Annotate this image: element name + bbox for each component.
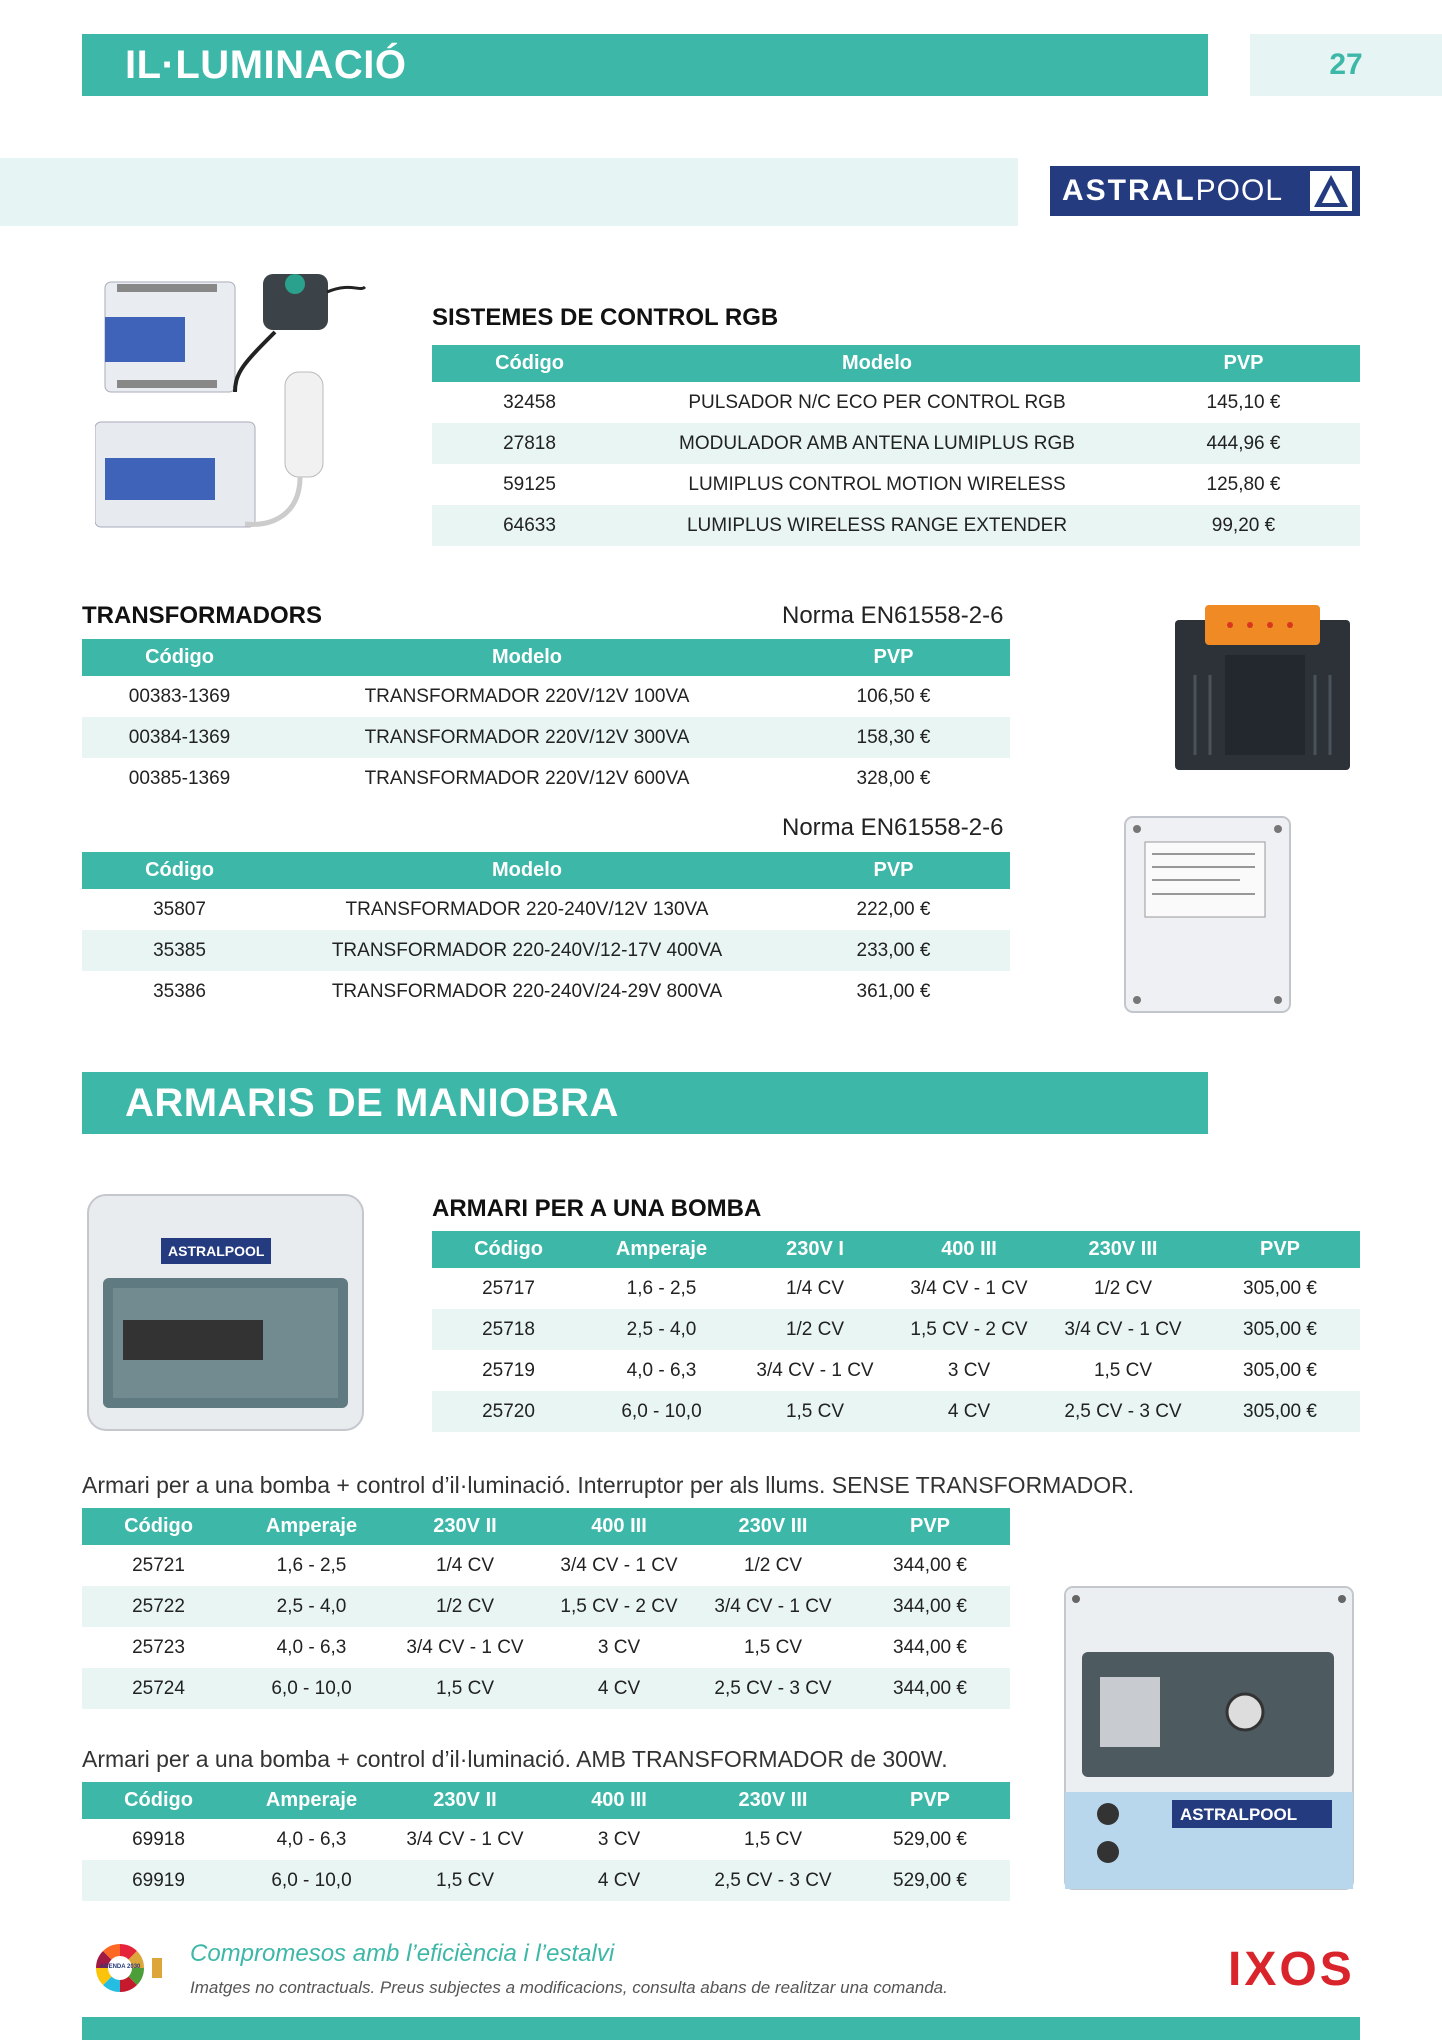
table-row — [432, 1309, 1360, 1350]
cell-amperaje: 4,0 - 6,3 — [276, 1636, 347, 1658]
cell-230v-iii: 2,5 CV - 3 CV — [696, 1668, 850, 1709]
cell-amperaje: 2,5 - 4,0 — [585, 1309, 738, 1350]
control-panel-image-2 — [1060, 1582, 1358, 1894]
cell-230v-iii: 2,5 CV - 3 CV — [696, 1860, 850, 1901]
cell-amperaje: 1,6 - 2,5 — [276, 1554, 347, 1576]
section-title: ARMARIS DE MANIOBRA — [125, 1080, 619, 1125]
table-row — [82, 717, 1010, 758]
cell-model: TRANSFORMADOR 220V/12V 300VA — [277, 717, 777, 758]
cell-price: 106,50 € — [856, 685, 931, 707]
table-row — [82, 1586, 1010, 1627]
norma-label: Norma EN61558-2-6 — [782, 814, 1004, 841]
armari-amb-table — [82, 1782, 1010, 1901]
cell-price: 344,00 € — [850, 1668, 1010, 1709]
svg-text:ASTRALPOOL: ASTRALPOOL — [168, 1243, 265, 1259]
table-header-row — [432, 345, 1360, 382]
column-header: Código — [82, 1508, 235, 1545]
control-panel-image-1 — [83, 1190, 368, 1435]
cell-code: 35386 — [153, 980, 206, 1002]
column-header: Amperaje — [235, 1782, 388, 1819]
brand-part1: ASTRAL — [1062, 174, 1196, 207]
rgb-control-products-image — [95, 262, 370, 552]
cell-400-iii: 4 CV — [542, 1668, 696, 1709]
astralpool-logo-icon — [1050, 166, 1360, 216]
column-header: 230V III — [696, 1782, 850, 1819]
section-header-illuminacio — [82, 34, 1208, 96]
armari-bomba-table — [432, 1231, 1360, 1432]
column-header: 230V II — [388, 1508, 542, 1545]
armari-sense-table — [82, 1508, 1010, 1709]
column-header: PVP — [850, 1782, 1010, 1819]
cell-price: 444,96 € — [1127, 423, 1360, 464]
column-header: 230V III — [1046, 1231, 1200, 1268]
cell-price: 361,00 € — [856, 980, 931, 1002]
table-row — [82, 1860, 1010, 1901]
table-header-row — [82, 639, 1010, 676]
cell-code: 32458 — [503, 391, 556, 413]
cell-price: 344,00 € — [893, 1554, 967, 1576]
transformadors-table-1 — [82, 639, 1010, 799]
section-title: IL·LUMINACIÓ — [125, 42, 407, 87]
cell-price: 233,00 € — [777, 930, 1010, 971]
table-header-row — [82, 1782, 1010, 1819]
cell-model: TRANSFORMADOR 220V/12V 100VA — [364, 685, 690, 707]
column-header: Código — [432, 345, 627, 382]
agenda-label: AGENDA 2030 — [99, 1964, 141, 1970]
cell-model: TRANSFORMADOR 220-240V/12-17V 400VA — [277, 930, 777, 971]
cell-230v-iii: 1,5 CV — [1093, 1359, 1153, 1381]
cell-400-iii: 1,5 CV - 2 CV — [892, 1309, 1046, 1350]
cell-code: 25717 — [482, 1277, 535, 1299]
transformer-image-2 — [1120, 812, 1295, 1017]
table-row — [432, 505, 1360, 546]
column-header: PVP — [850, 1508, 1010, 1545]
cell-code: 69918 — [132, 1828, 185, 1850]
cell-price: 529,00 € — [850, 1860, 1010, 1901]
footer-bar — [82, 2017, 1360, 2040]
column-header: Modelo — [627, 345, 1127, 382]
table-row — [82, 971, 1010, 1012]
cell-amperaje: 2,5 - 4,0 — [235, 1586, 388, 1627]
column-header: Código — [82, 639, 277, 676]
agenda2030-wheel-icon — [80, 1940, 164, 1996]
cell-400-iii: 3 CV — [947, 1359, 991, 1381]
cell-model: TRANSFORMADOR 220-240V/24-29V 800VA — [331, 980, 723, 1002]
cell-230v-i: 1,5 CV — [738, 1391, 892, 1432]
cell-model: TRANSFORMADOR 220-240V/12V 130VA — [345, 898, 709, 920]
column-header: 400 III — [892, 1231, 1046, 1268]
cell-230v-i: 1/2 CV — [738, 1309, 892, 1350]
cell-price: 145,10 € — [1206, 391, 1281, 413]
table-header-row — [82, 852, 1010, 889]
cell-code: 69919 — [82, 1860, 235, 1901]
cell-model: LUMIPLUS CONTROL MOTION WIRELESS — [688, 473, 1066, 495]
cell-price: 99,20 € — [1127, 505, 1360, 546]
column-header: Amperaje — [235, 1508, 388, 1545]
cell-400-iii: 3/4 CV - 1 CV — [910, 1277, 1028, 1299]
page-number — [1250, 34, 1442, 96]
cell-amperaje: 4,0 - 6,3 — [276, 1828, 347, 1850]
cell-code: 35385 — [82, 930, 277, 971]
table-row — [432, 1391, 1360, 1432]
cell-230v-ii: 3/4 CV - 1 CV — [406, 1828, 524, 1850]
cell-230v-iii: 1/2 CV — [1093, 1277, 1153, 1299]
armari-amb-note: Armari per a una bomba + control d’il·luminació. AMB TRANSFORMADOR de 300W. — [82, 1746, 948, 1772]
cell-code: 00385-1369 — [128, 767, 231, 789]
column-header: Modelo — [277, 852, 777, 889]
transformadors-title: TRANSFORMADORS — [82, 602, 322, 629]
column-header: PVP — [777, 639, 1010, 676]
cell-amperaje: 1,6 - 2,5 — [626, 1277, 697, 1299]
cell-230v-iii: 3/4 CV - 1 CV — [696, 1586, 850, 1627]
footer-disclaimer: Imatges no contractuals. Preus subjectes a modificacions, consulta abans de realitzar una comanda. — [190, 1978, 948, 1997]
rgb-title: SISTEMES DE CONTROL RGB — [432, 304, 779, 331]
cell-price: 222,00 € — [856, 898, 931, 920]
cell-price: 305,00 € — [1200, 1309, 1360, 1350]
brand-part2: POOL — [1195, 174, 1284, 207]
cell-price: 305,00 € — [1243, 1359, 1317, 1381]
table-row — [432, 1350, 1360, 1391]
cell-400-iii: 3 CV — [597, 1828, 641, 1850]
cell-code: 25722 — [82, 1586, 235, 1627]
cell-model: LUMIPLUS WIRELESS RANGE EXTENDER — [627, 505, 1127, 546]
table-row — [82, 1668, 1010, 1709]
armari-sense-note: Armari per a una bomba + control d’il·luminació. Interruptor per als llums. SENSE TRANSFORMADOR. — [82, 1472, 1135, 1498]
table-row — [432, 1268, 1360, 1309]
cell-code: 64633 — [432, 505, 627, 546]
cell-price: 305,00 € — [1243, 1277, 1317, 1299]
table-row — [432, 464, 1360, 505]
norma-label: Norma EN61558-2-6 — [782, 602, 1004, 629]
armari-bomba-title: ARMARI PER A UNA BOMBA — [432, 1195, 762, 1222]
table-row — [432, 382, 1360, 423]
footer-slogan: Compromesos amb l’eficiència i l’estalvi — [190, 1940, 615, 1967]
cell-400-iii: 3 CV — [597, 1636, 641, 1658]
cell-model: PULSADOR N/C ECO PER CONTROL RGB — [688, 391, 1066, 413]
column-header: 230V I — [738, 1231, 892, 1268]
column-header: 400 III — [542, 1782, 696, 1819]
table-row — [82, 676, 1010, 717]
cell-price: 344,00 € — [893, 1636, 967, 1658]
cell-amperaje: 6,0 - 10,0 — [235, 1860, 388, 1901]
cell-230v-iii: 2,5 CV - 3 CV — [1046, 1391, 1200, 1432]
cell-230v-ii: 3/4 CV - 1 CV — [406, 1636, 524, 1658]
column-header: 230V II — [388, 1782, 542, 1819]
column-header: PVP — [1127, 345, 1360, 382]
cell-230v-ii: 1,5 CV — [388, 1860, 542, 1901]
column-header: Código — [82, 852, 277, 889]
astralpool-mark-icon — [1310, 171, 1352, 211]
table-header-row — [432, 1231, 1360, 1268]
column-header: Código — [432, 1231, 585, 1268]
cell-230v-i: 3/4 CV - 1 CV — [756, 1359, 874, 1381]
cell-code: 25720 — [432, 1391, 585, 1432]
cell-code: 25718 — [432, 1309, 585, 1350]
column-header: Código — [82, 1782, 235, 1819]
column-header: PVP — [1200, 1231, 1360, 1268]
cell-code: 59125 — [503, 473, 556, 495]
cell-230v-iii: 1,5 CV — [743, 1636, 803, 1658]
cell-230v-iii: 1/2 CV — [743, 1554, 803, 1576]
cell-price: 529,00 € — [893, 1828, 967, 1850]
table-row — [82, 1627, 1010, 1668]
cell-code: 35807 — [153, 898, 206, 920]
cell-230v-ii: 1/2 CV — [388, 1586, 542, 1627]
cell-price: 328,00 € — [856, 767, 931, 789]
cell-code: 00384-1369 — [82, 717, 277, 758]
cell-price: 305,00 € — [1200, 1391, 1360, 1432]
cell-code: 00383-1369 — [128, 685, 231, 707]
section-header-armaris — [82, 1072, 1208, 1134]
table-row — [432, 423, 1360, 464]
cell-400-iii: 4 CV — [892, 1391, 1046, 1432]
column-header: 230V III — [696, 1508, 850, 1545]
cell-code: 27818 — [432, 423, 627, 464]
cell-code: 25723 — [132, 1636, 185, 1658]
cell-price: 344,00 € — [850, 1586, 1010, 1627]
decorative-light-bar — [0, 158, 1018, 226]
transformadors-table-2 — [82, 852, 1010, 1012]
cell-code: 25724 — [82, 1668, 235, 1709]
column-header: Amperaje — [585, 1231, 738, 1268]
cell-400-iii: 1,5 CV - 2 CV — [542, 1586, 696, 1627]
table-header-row — [82, 1508, 1010, 1545]
cell-230v-i: 1/4 CV — [785, 1277, 845, 1299]
cell-amperaje: 6,0 - 10,0 — [585, 1391, 738, 1432]
page-number-text: 27 — [1329, 48, 1363, 81]
transformer-image-1 — [1165, 595, 1360, 785]
table-row — [82, 758, 1010, 799]
cell-230v-iii: 1,5 CV — [743, 1828, 803, 1850]
cell-400-iii: 3/4 CV - 1 CV — [560, 1554, 678, 1576]
ixos-logo-icon: IXOS — [1228, 1943, 1355, 1996]
table-row — [82, 1819, 1010, 1860]
cell-amperaje: 6,0 - 10,0 — [235, 1668, 388, 1709]
table-row — [82, 889, 1010, 930]
cell-230v-ii: 1/4 CV — [435, 1554, 495, 1576]
svg-text:ASTRALPOOL: ASTRALPOOL — [1180, 1805, 1298, 1824]
cell-230v-iii: 3/4 CV - 1 CV — [1046, 1309, 1200, 1350]
column-header: 400 III — [542, 1508, 696, 1545]
table-row — [82, 1545, 1010, 1586]
cell-model: MODULADOR AMB ANTENA LUMIPLUS RGB — [627, 423, 1127, 464]
cell-amperaje: 4,0 - 6,3 — [626, 1359, 697, 1381]
cell-code: 25719 — [482, 1359, 535, 1381]
cell-400-iii: 4 CV — [542, 1860, 696, 1901]
cell-price: 125,80 € — [1206, 473, 1281, 495]
cell-230v-ii: 1,5 CV — [388, 1668, 542, 1709]
column-header: PVP — [777, 852, 1010, 889]
cell-model: TRANSFORMADOR 220V/12V 600VA — [364, 767, 690, 789]
column-header: Modelo — [277, 639, 777, 676]
table-row — [82, 930, 1010, 971]
cell-price: 158,30 € — [777, 717, 1010, 758]
rgb-table — [432, 345, 1360, 546]
cell-code: 25721 — [132, 1554, 185, 1576]
